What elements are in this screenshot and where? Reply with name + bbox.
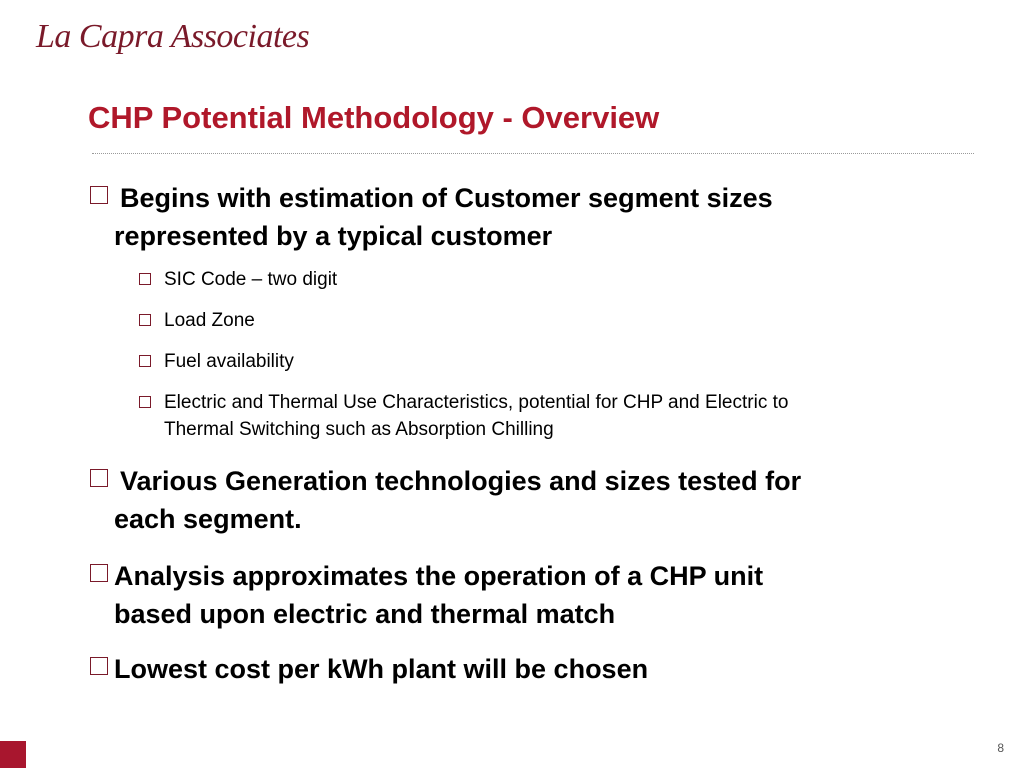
page-number: 8 xyxy=(997,741,1004,755)
corner-accent-block xyxy=(0,741,26,768)
bullet-text: Lowest cost per kWh plant will be chosen xyxy=(114,654,649,684)
bullet-item xyxy=(90,179,830,255)
sub-bullet-text: Fuel availability xyxy=(164,351,294,372)
sub-bullet-item xyxy=(139,348,829,375)
checkbox-bullet-icon xyxy=(90,564,108,582)
company-logo: La Capra Associates xyxy=(36,18,310,55)
checkbox-bullet-icon xyxy=(139,396,151,408)
sub-bullet-text: SIC Code – two digit xyxy=(164,269,338,290)
sub-bullet-text: Load Zone xyxy=(164,310,255,331)
bullet-text: Analysis approximates the operation of a CHP unit based upon electric and thermal match xyxy=(114,561,764,629)
bullet-text: Begins with estimation of Customer segment sizes represented by a typical customer xyxy=(114,183,773,251)
bullet-text: Various Generation technologies and sizes tested for each segment. xyxy=(114,466,802,534)
bullet-item xyxy=(90,462,810,538)
slide-title: CHP Potential Methodology - Overview xyxy=(88,100,660,135)
checkbox-bullet-icon xyxy=(90,657,108,675)
sub-bullet-item xyxy=(139,389,829,443)
checkbox-bullet-icon xyxy=(139,314,151,326)
sub-bullet-item xyxy=(139,307,829,334)
checkbox-bullet-icon xyxy=(139,355,151,367)
sub-bullet-item xyxy=(139,266,829,293)
checkbox-bullet-icon xyxy=(90,186,108,204)
checkbox-bullet-icon xyxy=(139,273,151,285)
bullet-item xyxy=(90,557,830,633)
sub-bullet-text: Electric and Thermal Use Characteristics, potential for CHP and Electric to Thermal Switching such as Absorption Chilling xyxy=(164,392,789,440)
checkbox-bullet-icon xyxy=(90,469,108,487)
bullet-item xyxy=(90,650,830,688)
